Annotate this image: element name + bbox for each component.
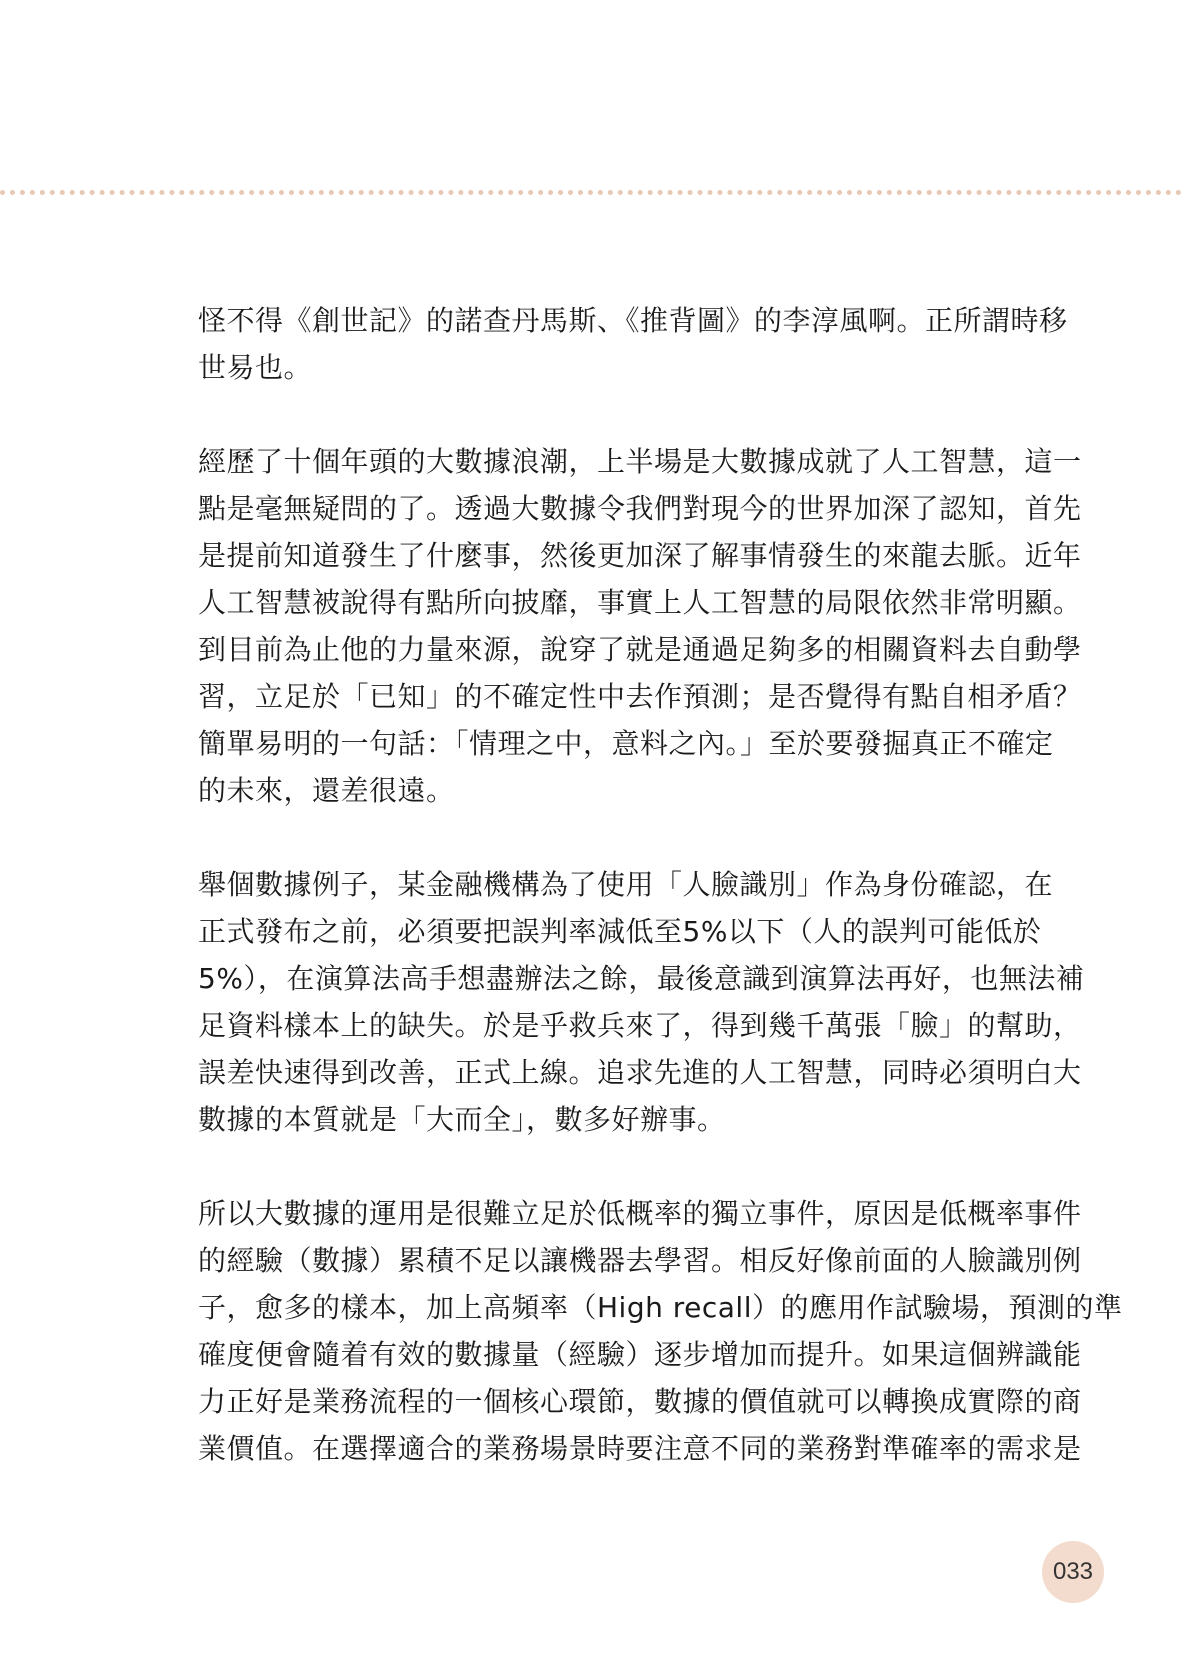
text-line: 力正好是業務流程的一個核心環節，數據的價值就可以轉換成實際的商 bbox=[198, 1385, 1082, 1418]
text-line: 怪不得《創世記》的諾查丹馬斯、《推背圖》的李淳風啊。正所謂時移 bbox=[198, 304, 1068, 337]
text-line: 簡單易明的一句話：「情理之中，意料之內。」至於要發掘真正不確定 bbox=[198, 727, 1054, 760]
text-line: 正式發布之前，必須要把誤判率減低至5%以下（人的誤判可能低於 bbox=[198, 915, 1042, 948]
text-line: 所以大數據的運用是很難立足於低概率的獨立事件，原因是低概率事件 bbox=[198, 1197, 1082, 1230]
text-line: 業價值。在選擇適合的業務場景時要注意不同的業務對準確率的需求是 bbox=[198, 1432, 1082, 1465]
page-number-badge bbox=[1042, 1541, 1104, 1603]
paragraph-4 bbox=[198, 1190, 1123, 1472]
text-line: 習，立足於「已知」的不確定性中去作預測；是否覺得有點自相矛盾？ bbox=[198, 680, 1082, 713]
text-line: 經歷了十個年頭的大數據浪潮，上半場是大數據成就了人工智慧，這一 bbox=[198, 445, 1082, 478]
dotted-header-rule bbox=[0, 190, 1182, 195]
text-line: 人工智慧被說得有點所向披靡，事實上人工智慧的局限依然非常明顯。 bbox=[198, 586, 1082, 619]
page-number: 033 bbox=[1052, 1558, 1094, 1585]
paragraph-1 bbox=[198, 297, 1068, 391]
text-line: 確度便會隨着有效的數據量（經驗）逐步增加而提升。如果這個辨識能 bbox=[198, 1338, 1082, 1371]
text-line: 舉個數據例子，某金融機構為了使用「人臉識別」作為身份確認，在 bbox=[198, 868, 1054, 901]
text-line: 點是毫無疑問的了。透過大數據令我們對現今的世界加深了認知，首先 bbox=[198, 492, 1082, 525]
body-text bbox=[198, 297, 1123, 1519]
text-line: 誤差快速得到改善，正式上線。追求先進的人工智慧，同時必須明白大 bbox=[198, 1056, 1082, 1089]
text-line: 世易也。 bbox=[198, 351, 313, 384]
text-line: 的經驗（數據）累積不足以讓機器去學習。相反好像前面的人臉識別例 bbox=[198, 1244, 1082, 1277]
text-line: 數據的本質就是「大而全」，數多好辦事。 bbox=[198, 1103, 726, 1136]
text-line: 5%），在演算法高手想盡辦法之餘，最後意識到演算法再好，也無法補 bbox=[198, 962, 1085, 995]
paragraph-3 bbox=[198, 861, 1085, 1143]
text-line: 足資料樣本上的缺失。於是乎救兵來了，得到幾千萬張「臉」的幫助， bbox=[198, 1009, 1082, 1042]
paragraph-2 bbox=[198, 438, 1082, 814]
text-line: 到目前為止他的力量來源，說穿了就是通過足夠多的相關資料去自動學 bbox=[198, 633, 1082, 666]
text-line: 是提前知道發生了什麼事，然後更加深了解事情發生的來龍去脈。近年 bbox=[198, 539, 1082, 572]
text-line: 的未來，還差很遠。 bbox=[198, 774, 455, 807]
text-line: 子，愈多的樣本，加上高頻率（High recall）的應用作試驗場，預測的準 bbox=[198, 1291, 1123, 1324]
